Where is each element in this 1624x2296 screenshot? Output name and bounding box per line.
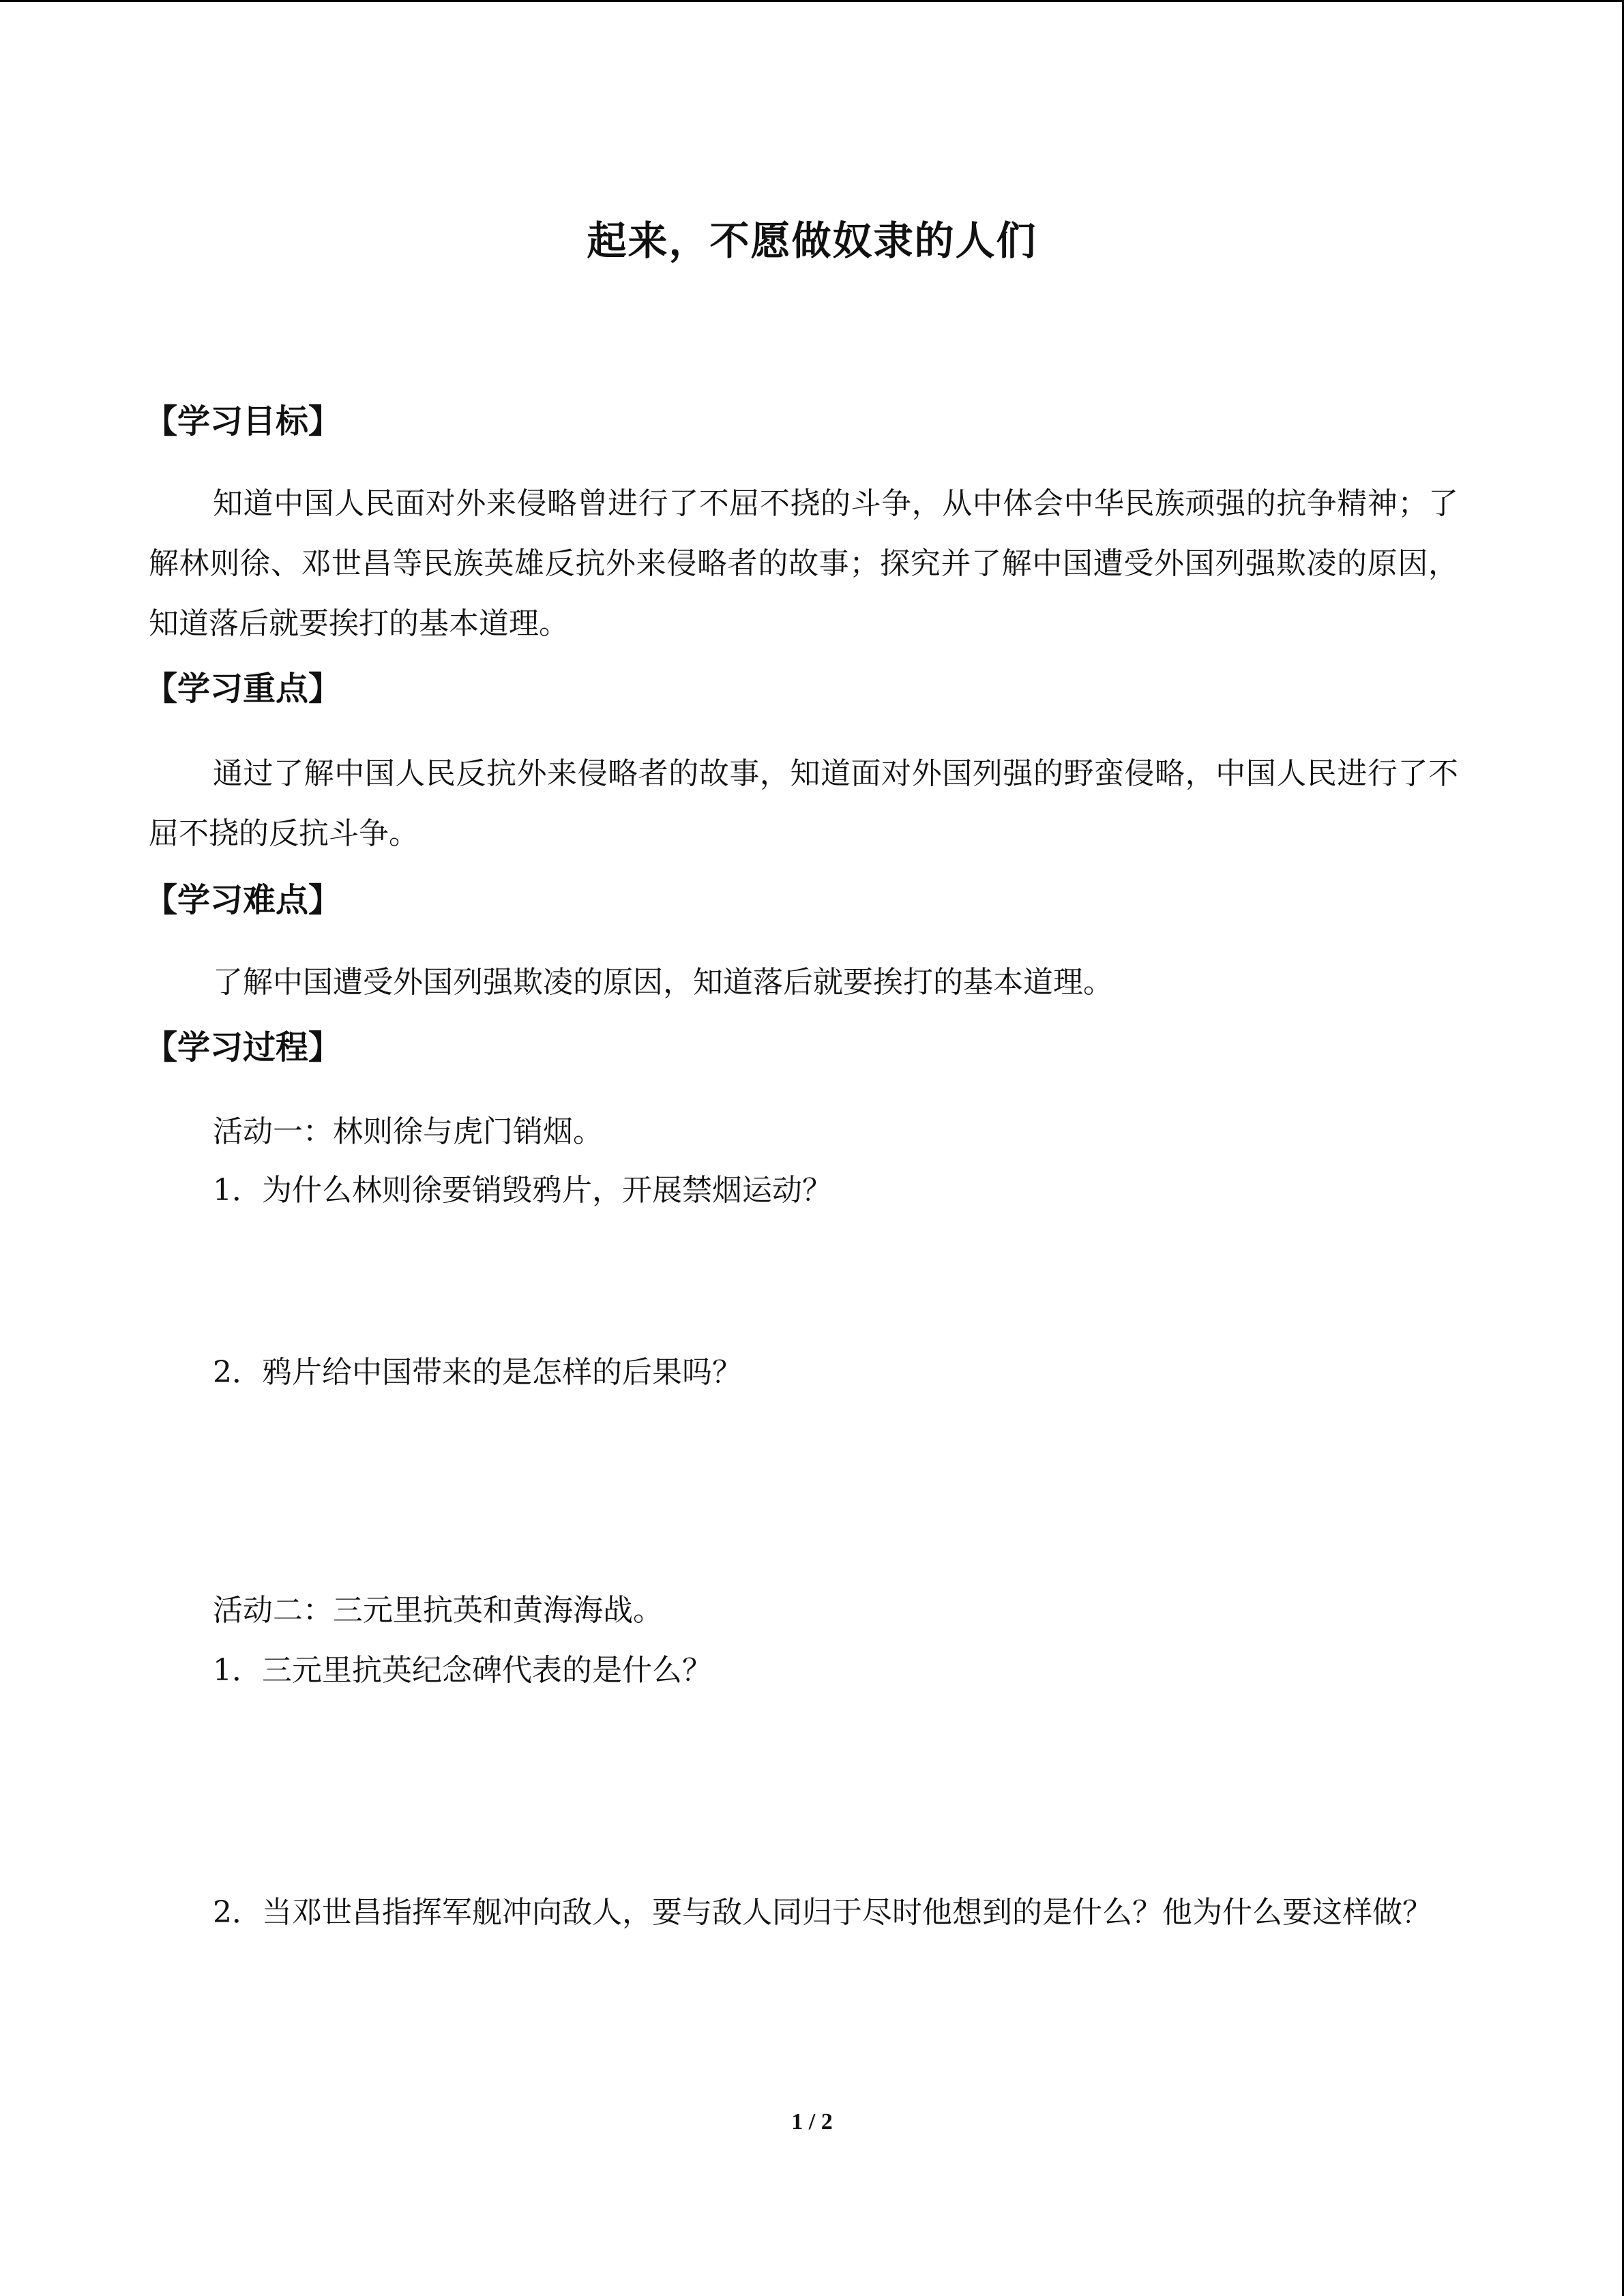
- page-number: 1 / 2: [791, 2109, 833, 2134]
- goals-paragraph: 知道中国人民面对外来侵略曾进行了不屈不挠的斗争，从中体会中华民族顽强的抗争精神；了解林则徐、邓世昌等民族英雄反抗外来侵略者的故事；探究并了解中国遭受外国列强欺凌的原因，知道落后就要挨打的基本道理。: [149, 486, 1458, 641]
- page-title: 起来，不愿做奴隶的人们: [587, 218, 1037, 264]
- activity1-question2: 2．鸦片给中国带来的是怎样的后果吗？: [213, 1355, 742, 1390]
- section-heading-goals: 【学习目标】: [145, 402, 342, 441]
- activity1-title: 活动一：林则徐与虎门销烟。: [213, 1114, 603, 1149]
- activity2-question1: 1．三元里抗英纪念碑代表的是什么？: [213, 1653, 712, 1688]
- activity1-question1: 1．为什么林则徐要销毁鸦片，开展禁烟运动？: [213, 1173, 832, 1208]
- key-points-paragraph: 通过了解中国人民反抗外来侵略者的故事，知道面对外国列强的野蛮侵略，中国人民进行了不屈不挠的反抗斗争。: [149, 756, 1458, 851]
- activity2-question2: 2．当邓世昌指挥军舰冲向敌人，要与敌人同归于尽时他想到的是什么？他为什么要这样做？: [213, 1895, 1432, 1930]
- section-heading-process: 【学习过程】: [145, 1028, 342, 1067]
- difficulties-paragraph: 了解中国遭受外国列强欺凌的原因，知道落后就要挨打的基本道理。: [213, 965, 1113, 1000]
- section-heading-difficulties: 【学习难点】: [145, 881, 342, 919]
- activity2-title: 活动二：三元里抗英和黄海海战。: [213, 1593, 663, 1628]
- section-heading-key-points: 【学习重点】: [145, 670, 342, 708]
